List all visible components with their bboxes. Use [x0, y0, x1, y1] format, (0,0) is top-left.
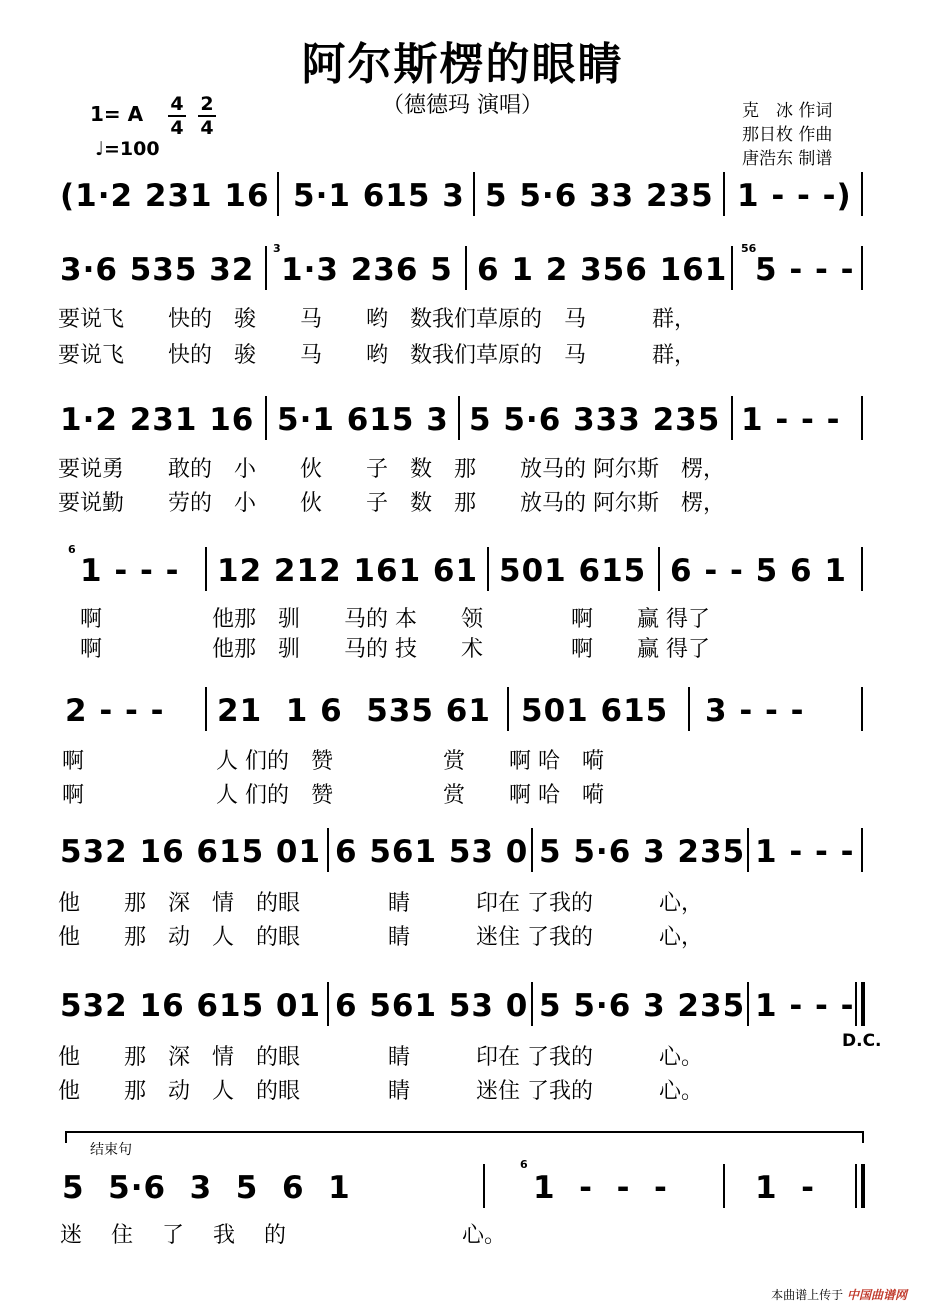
measure: 532 16 615 01	[60, 988, 322, 1024]
measure: 5 5·6 3 235	[539, 834, 746, 870]
dc-marking: D.C.	[842, 1031, 882, 1051]
tempo-marking: ♩=100	[95, 138, 160, 160]
measure: 3 - - -	[705, 693, 805, 729]
measure: 5 - - -	[755, 252, 855, 288]
lyrics-verse-2: 啊 人 们的 赞 赏 啊 哈 嗬	[62, 783, 604, 808]
lyricist-credit: 克 冰 作词	[742, 101, 833, 121]
score-row	[55, 691, 865, 741]
ending-label: 结束句	[90, 1142, 132, 1158]
lyrics-verse-1: 啊 他那 驯 马的 本 领 啊 赢 得了	[80, 607, 710, 632]
score-row	[55, 543, 865, 601]
grace-note: 3	[273, 242, 281, 255]
song-title: 阿尔斯楞的眼睛	[301, 39, 624, 90]
lyrics-ending: 迷 住 了 我 的 心。	[60, 1223, 506, 1248]
lyrics-verse-1: 要说勇 敢的 小 伙 子 数 那 放马的 阿尔斯 楞，	[58, 457, 725, 482]
lyrics-verse-2: 他 那 动 人 的眼 睛 迷住 了我的 心。	[58, 1079, 703, 1104]
site-logo[interactable]: 中国曲谱网	[846, 1288, 907, 1302]
lyrics-verse-2: 要说飞 快的 骏 马 哟 数我们草原的 马 群，	[58, 343, 697, 368]
grace-note: 6	[520, 1158, 528, 1171]
grace-note: 6	[68, 543, 76, 556]
score-row-intro	[55, 176, 865, 226]
composer-credit: 那日枚 作曲	[742, 125, 833, 145]
lyrics-verse-2: 他 那 动 人 的眼 睛 迷住 了我的 心，	[58, 925, 703, 950]
ending-bracket	[65, 1131, 864, 1143]
arranger-credit: 唐浩东 制谱	[742, 149, 833, 169]
measure: 6 - - 5 6 1	[670, 553, 847, 589]
time-signature-4-4: 4 4	[168, 93, 186, 139]
measure: 1 - - -	[80, 553, 180, 589]
key-signature: 1= A	[90, 102, 144, 126]
measure: 6 1 2 356 161	[477, 252, 728, 288]
lyrics-verse-1: 啊 人 们的 赞 赏 啊 哈 嗬	[62, 749, 604, 774]
upload-source	[771, 1286, 907, 1303]
score-row	[55, 400, 865, 450]
performer-subtitle: （德德玛 演唱）	[382, 93, 543, 118]
measure: (1·2 231 16	[60, 178, 270, 214]
measure: 5 5·6 3 5 6 1	[62, 1170, 351, 1206]
footer-prefix: 本曲谱上传于	[771, 1288, 844, 1302]
measure: 532 16 615 01	[60, 834, 322, 870]
measure: 1 - - -	[755, 988, 855, 1024]
measure: 5 5·6 333 235	[469, 402, 721, 438]
lyrics-verse-2: 啊 他那 驯 马的 技 术 啊 赢 得了	[80, 637, 710, 662]
score-row	[55, 986, 865, 1036]
score-row	[55, 832, 865, 882]
measure: 1 -	[755, 1170, 816, 1206]
measure: 2 - - -	[65, 693, 165, 729]
lyrics-verse-2: 要说勤 劳的 小 伙 子 数 那 放马的 阿尔斯 楞，	[58, 491, 725, 516]
measure: 1 - - -)	[737, 178, 852, 214]
measure: 6 561 53 0	[335, 988, 529, 1024]
measure: 5 5·6 33 235	[485, 178, 714, 214]
measure: 5 5·6 3 235	[539, 988, 746, 1024]
time-signature-2-4: 2 4	[198, 93, 216, 139]
measure: 1·3 236 5	[281, 252, 453, 288]
lyrics-verse-1: 要说飞 快的 骏 马 哟 数我们草原的 马 群，	[58, 307, 697, 332]
measure: 5·1 615 3	[277, 402, 449, 438]
measure: 6 561 53 0	[335, 834, 529, 870]
measure: 3·6 535 32	[60, 252, 255, 288]
measure: 1·2 231 16	[60, 402, 255, 438]
lyrics-verse-1: 他 那 深 情 的眼 睛 印在 了我的 心。	[58, 1045, 703, 1070]
measure: 12 212 161 61	[217, 553, 479, 589]
measure: 21 1 6 535 61	[217, 693, 491, 729]
measure: 1 - - -	[755, 834, 855, 870]
lyrics-verse-1: 他 那 深 情 的眼 睛 印在 了我的 心，	[58, 891, 703, 916]
score-row-ending	[55, 1158, 865, 1218]
measure: 501 615	[521, 693, 669, 729]
measure: 5·1 615 3	[293, 178, 465, 214]
measure: 501 615	[499, 553, 647, 589]
score-row	[55, 242, 865, 300]
measure: 1 - - -	[533, 1170, 668, 1206]
measure: 1 - - -	[741, 402, 841, 438]
grace-note: 56	[741, 242, 757, 255]
